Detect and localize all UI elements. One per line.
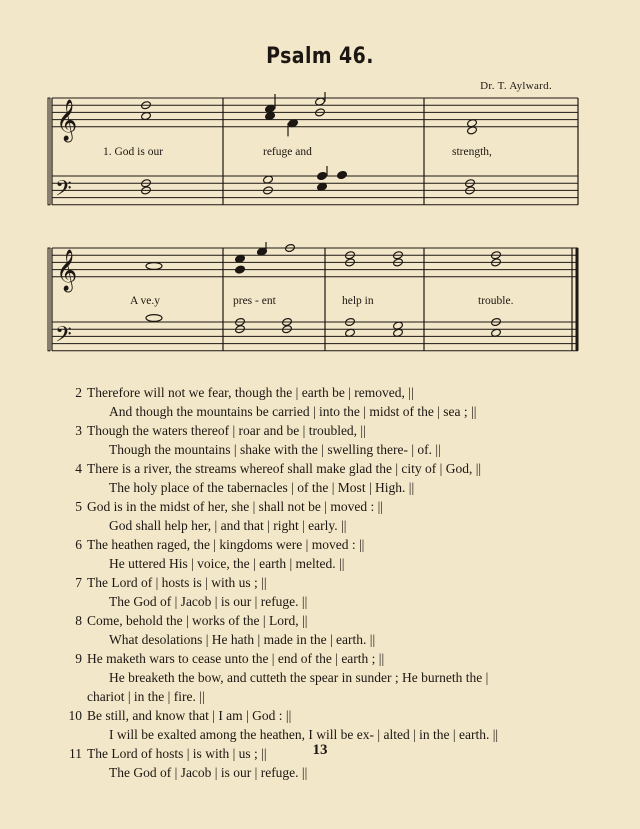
composer-credit: Dr. T. Aylward. [480, 80, 552, 92]
verse-number: 11 [69, 746, 82, 761]
note-head [235, 265, 246, 274]
verse-number: 6 [75, 537, 82, 552]
verse-line: The Lord of | hosts is | with us ; || [87, 575, 267, 590]
lyric-system1-first: 1. God is our [103, 146, 164, 158]
verse-line: Though the mountains | shake with the | swelling there- | of. || [109, 442, 441, 457]
verse-line: God shall help her, | and that | right | early. || [109, 518, 347, 533]
verse-line: He uttered His | voice, the | earth | melted. || [109, 556, 345, 571]
note-head [146, 263, 162, 270]
lyric-system1-third: strength, [452, 146, 492, 158]
verse-list [62, 383, 562, 782]
verse-line: There is a river, the streams whereof shall make glad the | city of | God, || [87, 461, 482, 476]
system-bracket [48, 248, 50, 351]
page-title: Psalm 46. [266, 44, 374, 69]
verse-line: Therefore will not we fear, though the | earth be | removed, || [87, 385, 414, 400]
verse-number: 9 [75, 651, 82, 666]
note-head [337, 170, 348, 179]
verse-line: The heathen raged, the | kingdoms were | moved : || [87, 537, 365, 552]
verse-9 [62, 649, 562, 706]
verse-line: He maketh wars to cease unto the | end of the | earth ; || [87, 651, 385, 666]
lyric-system2-third: help in [342, 295, 374, 307]
verse-number: 4 [75, 461, 82, 476]
verse-line: God is in the midst of her, she | shall not be | moved : || [87, 499, 383, 514]
verse-line: Come, behold the | works of the | Lord, || [87, 613, 308, 628]
verse-line: I will be exalted among the heathen, I will be ex- | alted | in the | earth. || [109, 727, 499, 742]
lyric-system2-first: A ve.y [130, 295, 161, 307]
verse-number: 8 [75, 613, 82, 628]
verse-line: Though the waters thereof | roar and be | troubled, || [87, 423, 366, 438]
verse-line: What desolations | He hath | made in the | earth. || [109, 632, 376, 647]
page-number: 13 [312, 742, 328, 758]
bass-clef-icon: 𝄢 [55, 176, 72, 207]
note-head [146, 315, 162, 322]
verse-line: The holy place of the tabernacles | of the | Most | High. || [109, 480, 415, 495]
treble-clef-icon: 𝄞 [56, 249, 78, 291]
verse-number: 3 [75, 423, 82, 438]
bass-clef-icon: 𝄢 [55, 322, 72, 353]
verse-5 [62, 497, 562, 535]
lyric-system1-second: refuge and [263, 146, 312, 158]
verse-2 [62, 383, 562, 421]
verse-number: 7 [75, 575, 82, 590]
verse-number: 10 [68, 708, 82, 723]
lyric-system2-fourth: trouble. [478, 295, 514, 307]
verse-10 [62, 706, 562, 744]
note-head [317, 171, 328, 180]
verse-number: 5 [75, 499, 82, 514]
verse-6 [62, 535, 562, 573]
verse-line: The God of | Jacob | is our | refuge. || [109, 765, 308, 780]
verse-3 [62, 421, 562, 459]
system-bracket [48, 98, 50, 205]
verse-line: He breaketh the bow, and cutteth the spear in sunder ; He burneth the | [109, 670, 489, 685]
music-score [0, 0, 640, 380]
lyric-system2-second: pres - ent [233, 295, 276, 307]
verse-line: And though the mountains be carried | into the | midst of the | sea ; || [109, 404, 477, 419]
verse-line: chariot | in the | fire. || [87, 689, 205, 704]
verse-8 [62, 611, 562, 649]
verse-number: 2 [75, 385, 82, 400]
verse-line: Be still, and know that | I am | God : || [87, 708, 292, 723]
verse-4 [62, 459, 562, 497]
verse-line: The God of | Jacob | is our | refuge. || [109, 594, 308, 609]
treble-clef-icon: 𝄞 [56, 99, 78, 141]
verse-line: The Lord of hosts | is with | us ; || [87, 746, 267, 761]
verse-7 [62, 573, 562, 611]
